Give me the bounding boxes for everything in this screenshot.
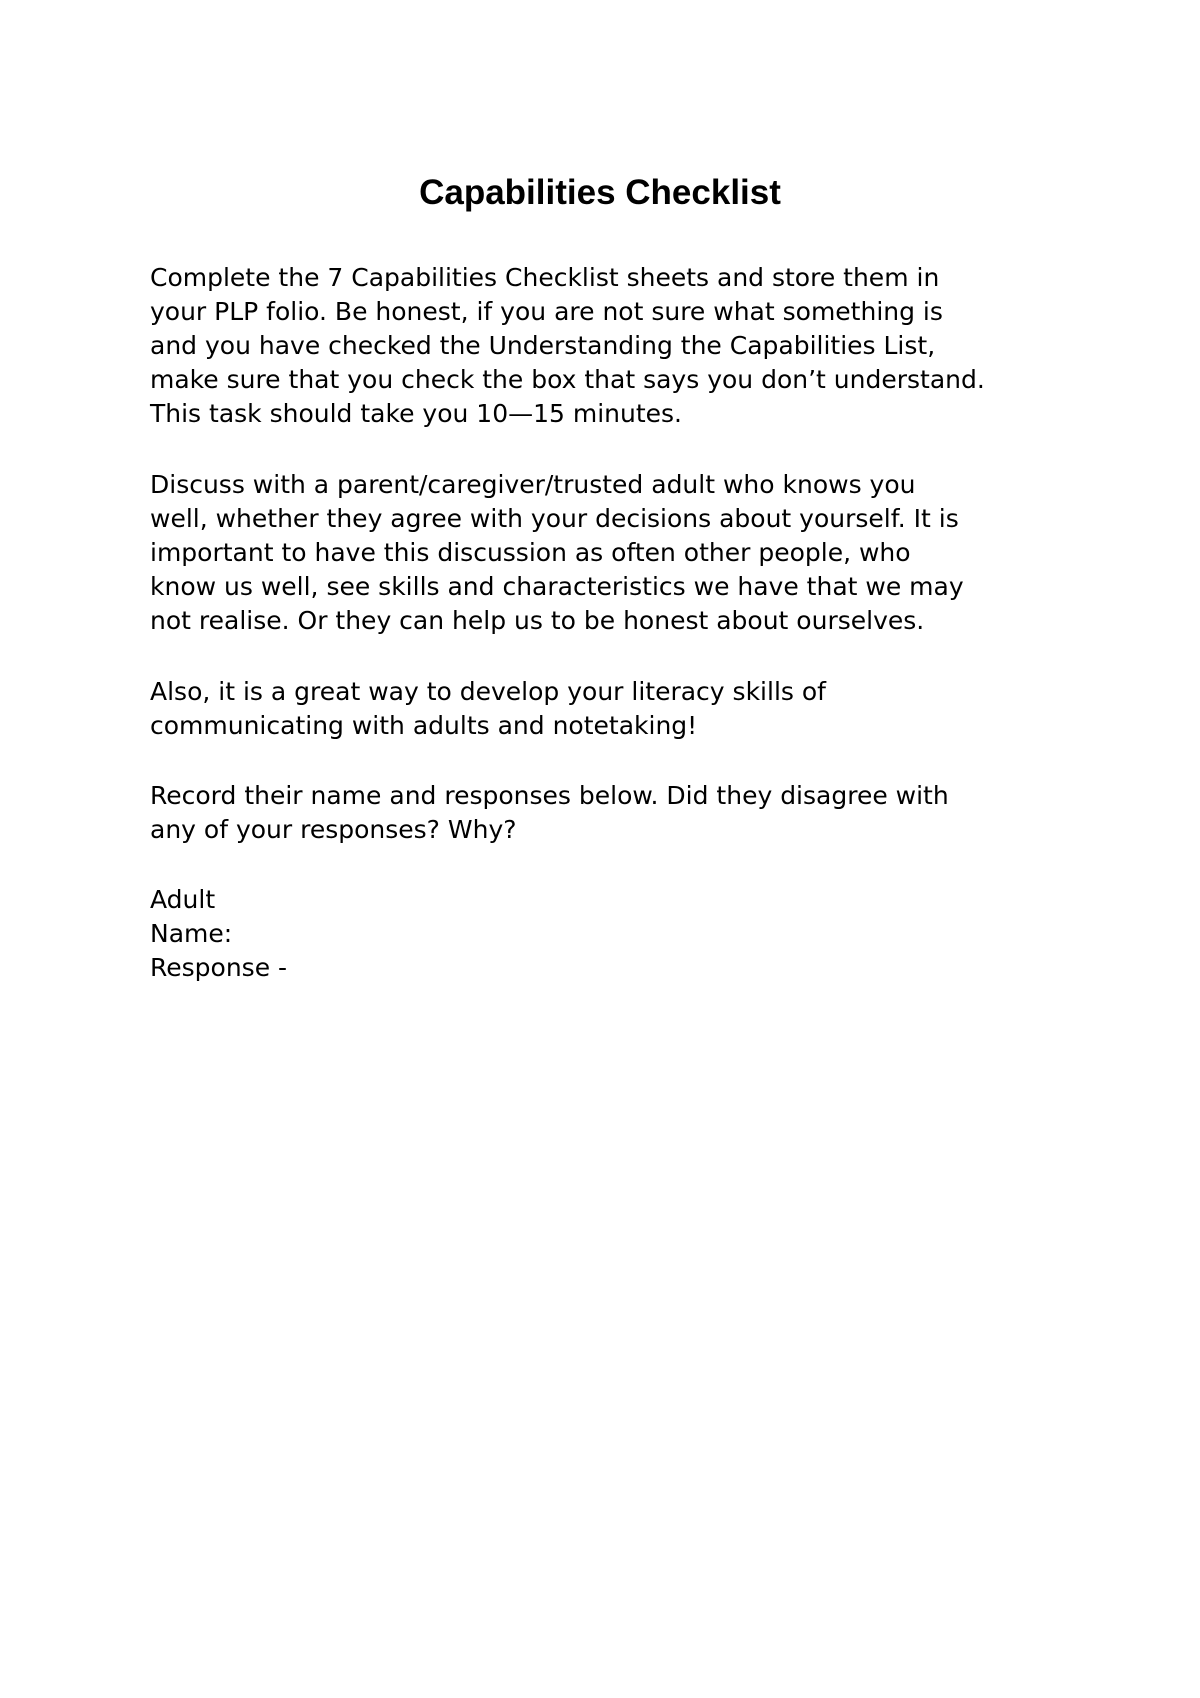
paragraph-line: important to have this discussion as often other people, who (150, 538, 911, 567)
response-label: Response - (150, 953, 288, 982)
paragraph-line: your PLP folio. Be honest, if you are not sure what something is (150, 297, 943, 326)
name-label: Name: (150, 919, 233, 948)
paragraph-line: well, whether they agree with your decisions about yourself. It is (150, 504, 959, 533)
paragraph-line: not realise. Or they can help us to be honest about ourselves. (150, 606, 925, 635)
paragraph-line: Complete the 7 Capabilities Checklist sheets and store them in (150, 263, 940, 292)
literacy-paragraph (150, 675, 1150, 743)
paragraph-line: and you have checked the Understanding the Capabilities List, (150, 331, 936, 360)
paragraph-line: Also, it is a great way to develop your literacy skills of (150, 677, 826, 706)
paragraph-line: This task should take you 10—15 minutes. (150, 399, 683, 428)
paragraph-line: know us well, see skills and characteristics we have that we may (150, 572, 964, 601)
record-paragraph (150, 779, 1150, 847)
instructions-paragraph (150, 261, 1150, 431)
page-title: Capabilities Checklist (419, 173, 781, 212)
paragraph-line: communicating with adults and notetaking! (150, 711, 698, 740)
adult-response-section (150, 883, 1150, 985)
paragraph-line: make sure that you check the box that says you don’t understand. (150, 365, 985, 394)
paragraph-line: Discuss with a parent/caregiver/trusted adult who knows you (150, 470, 916, 499)
paragraph-line: Record their name and responses below. Did they disagree with (150, 781, 949, 810)
discussion-paragraph (150, 468, 1150, 638)
adult-label: Adult (150, 885, 216, 914)
paragraph-line: any of your responses? Why? (150, 815, 517, 844)
